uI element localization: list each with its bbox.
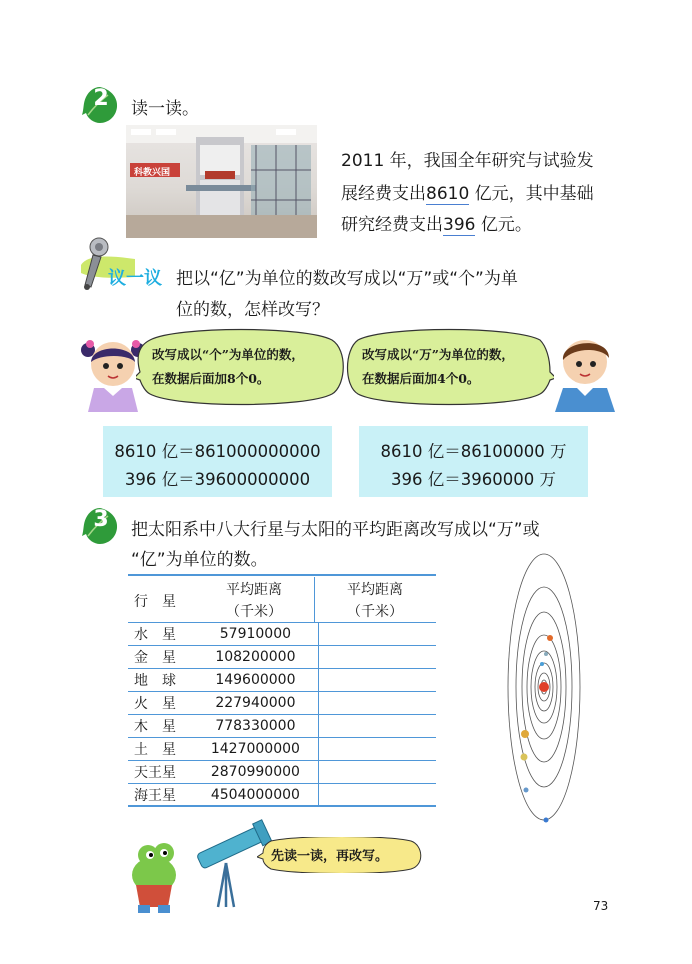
para-value-8610: 8610: [426, 184, 470, 204]
table-row: [128, 784, 436, 807]
lab-photo-illustration: [126, 125, 317, 238]
planet-name: 木 星: [128, 715, 193, 738]
para-value-396: 396: [443, 215, 476, 235]
header-distance-line-1: 平均距离: [226, 582, 282, 598]
planet-distance: 227940000: [193, 692, 318, 715]
hint-bubble-text: 先读一读，再改写。: [271, 849, 389, 864]
planet-name: 天王星: [128, 761, 193, 784]
table-top-rule: [128, 574, 436, 576]
planet-name: 金 星: [128, 646, 193, 669]
right-bubble-line-1: 改写成以“万”为单位的数，: [362, 347, 514, 362]
planet-distance-table: [128, 623, 436, 807]
rewritten-distance-blank: [318, 738, 436, 761]
equation-left-2: 396 亿＝39600000000: [124, 470, 311, 489]
table-row: [128, 623, 436, 646]
left-bubble-line-1: 改写成以“个”为单位的数，: [152, 347, 304, 362]
header-planet: 行 星: [134, 594, 176, 610]
rewritten-distance-blank: [318, 623, 436, 646]
table-row: [128, 646, 436, 669]
left-bubble-line-2: 在数据后面加8个0。: [152, 371, 270, 386]
rewritten-distance-blank: [318, 715, 436, 738]
equation-right-2: 396 亿＝3960000 万: [391, 470, 556, 489]
discuss-line-2: 位的数，怎样改写？: [176, 300, 329, 320]
rewritten-distance-blank: [318, 761, 436, 784]
table-row: [128, 692, 436, 715]
table-header: [128, 577, 436, 623]
page-number: 73: [593, 899, 609, 913]
section-2-title: 读一读。: [131, 99, 199, 119]
equation-left-1: 8610 亿＝861000000000: [114, 442, 321, 461]
planet-distance: 4504000000: [193, 784, 318, 807]
header-distance-col-2: [314, 577, 436, 622]
section-2-number: 2: [93, 86, 109, 111]
rewritten-distance-blank: [318, 784, 436, 807]
header-distance-line-2: （千米）: [226, 604, 282, 620]
planet-name: 水 星: [128, 623, 193, 646]
table-row: [128, 761, 436, 784]
rewritten-distance-blank: [318, 692, 436, 715]
planet-name: 土 星: [128, 738, 193, 761]
para-line-1: 2011 年，我国全年研究与试验发: [341, 151, 594, 171]
header-distance2-line-1: 平均距离: [347, 582, 403, 598]
frog-telescope-illustration: [126, 815, 276, 915]
table-row: [128, 715, 436, 738]
photo-sign-text: 科教兴国: [134, 168, 171, 178]
section-3-line-2: “亿”为单位的数。: [131, 550, 268, 570]
para-line-2-suffix: 亿元，其中基础: [469, 184, 594, 204]
planet-name: 地 球: [128, 669, 193, 692]
table-row: [128, 738, 436, 761]
para-line-3: [341, 208, 532, 242]
planet-name: 海王星: [128, 784, 193, 807]
table-row: [128, 669, 436, 692]
planet-distance: 149600000: [193, 669, 318, 692]
solar-system-diagram: [506, 552, 584, 830]
table-bottom-rule: [128, 805, 436, 807]
discuss-line-1: 把以“亿”为单位的数改写成以“万”或“个”为单: [176, 269, 518, 289]
para-line-2-prefix: 展经费支出: [341, 184, 426, 204]
para-line-3-suffix: 亿元。: [475, 215, 532, 235]
planet-distance: 778330000: [193, 715, 318, 738]
planet-distance: 108200000: [193, 646, 318, 669]
para-line-3-prefix: 研究经费支出: [341, 215, 443, 235]
boy-character-illustration: [553, 332, 617, 412]
rewritten-distance-blank: [318, 669, 436, 692]
section-3-line-1: 把太阳系中八大行星与太阳的平均距离改写成以“万”或: [131, 520, 540, 540]
discuss-label: 议一议: [108, 268, 162, 289]
planet-distance: 1427000000: [193, 738, 318, 761]
right-bubble-line-2: 在数据后面加4个0。: [362, 371, 480, 386]
planet-distance: 2870990000: [193, 761, 318, 784]
lab-photo: [126, 125, 317, 238]
planet-name: 火 星: [128, 692, 193, 715]
para-line-2: [341, 177, 594, 211]
equation-box-right: [359, 426, 588, 497]
header-distance2-line-2: （千米）: [347, 604, 403, 620]
rewritten-distance-blank: [318, 646, 436, 669]
equation-box-left: [103, 426, 332, 497]
header-distance-col: [194, 577, 315, 622]
planet-distance: 57910000: [193, 623, 318, 646]
equation-right-1: 8610 亿＝86100000 万: [380, 442, 567, 461]
section-3-number: 3: [93, 507, 109, 532]
